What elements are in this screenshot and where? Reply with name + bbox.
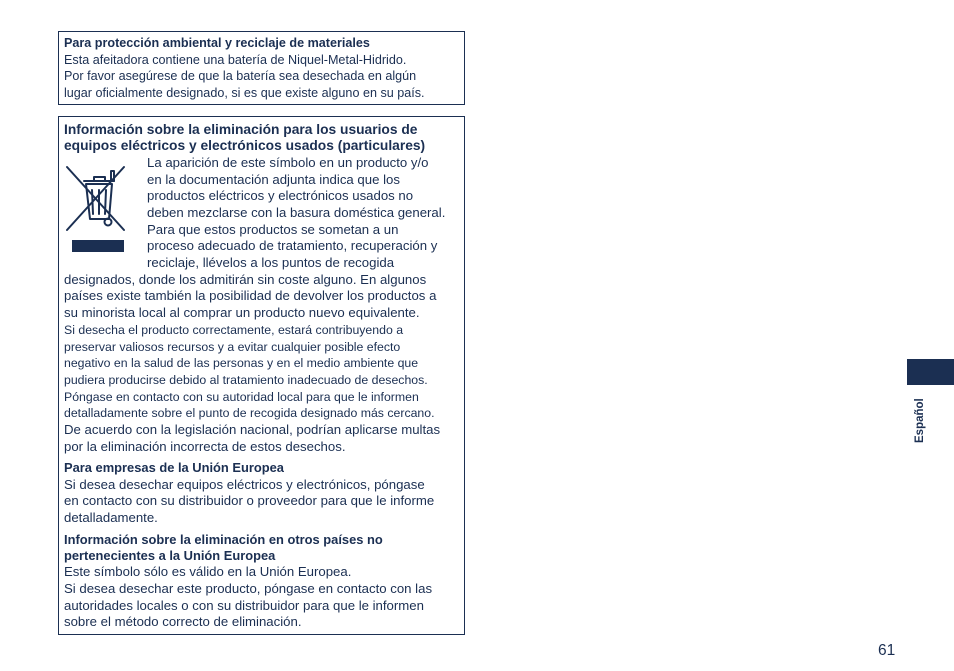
penalty-line: por la eliminación incorrecta de estos desechos.	[64, 438, 346, 454]
language-label: Español	[914, 398, 926, 443]
language-tab-marker	[907, 359, 954, 385]
battery-recycling-heading: Para protección ambiental y reciclaje de materiales	[64, 36, 370, 50]
non-eu-line: sobre el método correcto de eliminación.	[64, 614, 302, 630]
business-eu-heading: Para empresas de la Unión Europea	[64, 460, 284, 476]
symbol-description-line: La aparición de este símbolo en un producto y/o	[147, 154, 429, 170]
non-eu-heading-line: Información sobre la eliminación en otros países no	[64, 531, 383, 547]
symbol-description-line: productos eléctricos y electrónicos usados no	[147, 188, 414, 204]
correct-disposal-line: preservar valiosos recursos y a evitar cualquier posible efecto	[64, 339, 401, 354]
non-eu-line: Si desea desechar este producto, póngase en contacto con las	[64, 580, 433, 596]
correct-disposal-line: negativo en la salud de las personas y en el medio ambiente que	[64, 356, 419, 371]
penalty-line: De acuerdo con la legislación nacional, podrían aplicarse multas	[64, 422, 441, 438]
page-number: 61	[878, 642, 896, 659]
symbol-description-line: en la documentación adjunta indica que los	[147, 171, 400, 187]
non-eu-heading-line: pertenecientes a la Unión Europea	[64, 547, 276, 563]
weee-heading-line: Información sobre la eliminación para los usuarios de	[64, 122, 418, 137]
battery-recycling-line: lugar oficialmente designado, si es que existe alguno en su país.	[64, 85, 425, 100]
collection-points-line: países existe también la posibilidad de devolver los productos a	[64, 288, 437, 304]
symbol-description-line: deben mezclarse con la basura doméstica general.	[147, 204, 446, 220]
correct-disposal-line: Póngase en contacto con su autoridad local para que le informen	[64, 389, 419, 404]
business-eu-line: detalladamente.	[64, 510, 158, 526]
battery-recycling-box	[58, 31, 465, 105]
collection-points-line: designados, donde los admitirán sin coste alguno. En algunos	[64, 271, 427, 287]
collection-points-line: su minorista local al comprar un producto nuevo equivalente.	[64, 305, 420, 321]
symbol-description-line: proceso adecuado de tratamiento, recuperación y	[147, 238, 438, 254]
symbol-description-line: reciclaje, llévelos a los puntos de recogida	[147, 255, 395, 271]
battery-recycling-line: Esta afeitadora contiene una batería de Niquel-Metal-Hidrido.	[64, 52, 407, 67]
battery-recycling-line: Por favor asegúrese de que la batería sea desechada en algún	[64, 69, 417, 84]
weee-disposal-box	[58, 116, 465, 635]
business-eu-line: en contacto con su distribuidor o proveedor para que le informe	[64, 493, 435, 509]
correct-disposal-line: detalladamente sobre el punto de recogida designado más cercano.	[64, 406, 435, 421]
symbol-description-line: Para que estos productos se sometan a un	[147, 221, 399, 237]
non-eu-line: autoridades locales o con su distribuidor para que le informen	[64, 597, 424, 613]
correct-disposal-line: pudiera producirse debido al tratamiento inadecuado de desechos.	[64, 372, 428, 387]
business-eu-line: Si desea desechar equipos eléctricos y electrónicos, póngase	[64, 476, 425, 492]
non-eu-line: Este símbolo sólo es válido en la Unión Europea.	[64, 564, 352, 580]
correct-disposal-line: Si desecha el producto correctamente, estará contribuyendo a	[64, 322, 404, 337]
crossed-out-wheelie-bin-icon	[64, 157, 144, 267]
weee-heading-line: equipos eléctricos y electrónicos usados (particulares)	[64, 138, 426, 154]
